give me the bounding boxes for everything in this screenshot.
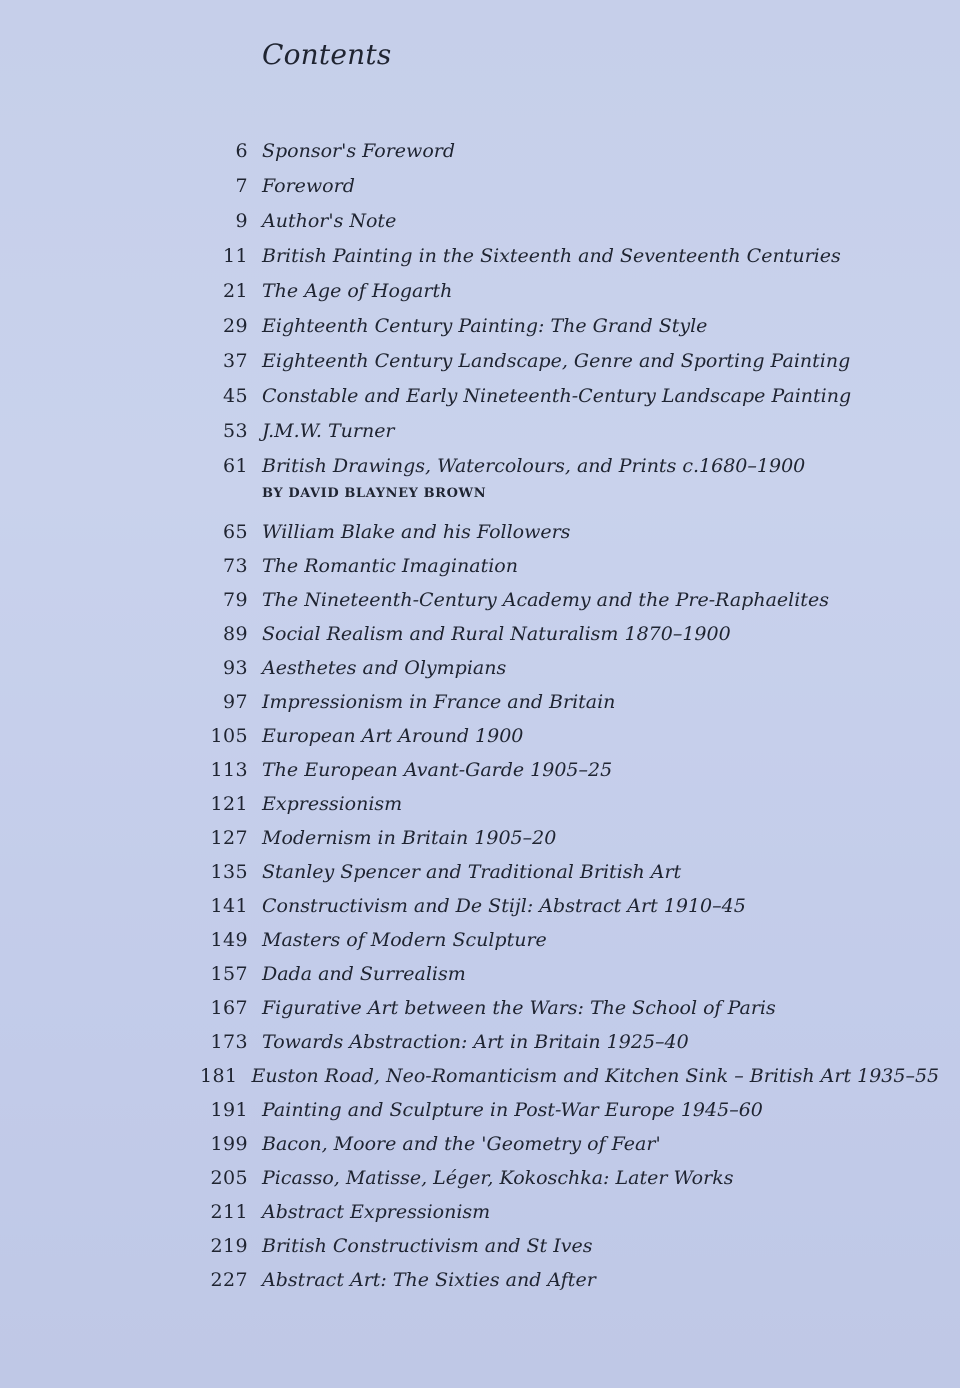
page-number: 105 xyxy=(210,725,248,747)
page-number: 219 xyxy=(210,1235,248,1257)
toc-entry[interactable] xyxy=(200,963,900,993)
toc-entry[interactable] xyxy=(200,280,900,310)
page-number: 121 xyxy=(210,793,248,815)
page-number: 205 xyxy=(210,1167,248,1189)
page-number: 79 xyxy=(223,589,248,611)
toc-entry[interactable] xyxy=(200,1031,900,1061)
toc-entry[interactable] xyxy=(200,929,900,959)
page-number: 45 xyxy=(223,385,248,407)
toc-entry[interactable] xyxy=(200,691,900,721)
page-number: 191 xyxy=(210,1099,248,1121)
entry-title: Towards Abstraction: Art in Britain 1925–40 xyxy=(262,1031,689,1053)
entry-title: Picasso, Matisse, Léger, Kokoschka: Later Works xyxy=(262,1167,734,1189)
page-number: 21 xyxy=(223,280,248,302)
toc-entry[interactable] xyxy=(200,455,900,485)
entry-title: Sponsor's Foreword xyxy=(262,140,455,162)
toc-entry[interactable] xyxy=(200,350,900,380)
page-number: 167 xyxy=(210,997,248,1019)
toc-entry[interactable] xyxy=(200,420,900,450)
page-number: 173 xyxy=(210,1031,248,1053)
page-number: 9 xyxy=(235,210,248,232)
page-number: 127 xyxy=(210,827,248,849)
page-number: 11 xyxy=(223,245,248,267)
page-number: 199 xyxy=(210,1133,248,1155)
page-number: 73 xyxy=(223,555,248,577)
toc-entry[interactable] xyxy=(200,210,900,240)
page-number: 211 xyxy=(210,1201,248,1223)
entry-title: Constructivism and De Stijl: Abstract Art 1910–45 xyxy=(262,895,746,917)
entry-title: Social Realism and Rural Naturalism 1870–1900 xyxy=(262,623,731,645)
entry-title: The Age of Hogarth xyxy=(262,280,453,302)
entry-title: Eighteenth Century Painting: The Grand Style xyxy=(262,315,708,337)
toc-entry[interactable] xyxy=(200,1065,940,1095)
toc-entry[interactable] xyxy=(200,521,900,551)
page-number: 113 xyxy=(210,759,248,781)
entry-title: Eighteenth Century Landscape, Genre and Sporting Painting xyxy=(262,350,851,372)
toc-entry[interactable] xyxy=(200,175,900,205)
entry-title: Euston Road, Neo-Romanticism and Kitchen Sink – British Art 1935–55 xyxy=(251,1065,940,1087)
page-number: 65 xyxy=(223,521,248,543)
entry-title: European Art Around 1900 xyxy=(262,725,524,747)
page-number: 135 xyxy=(210,861,248,883)
entry-title: Painting and Sculpture in Post-War Europe 1945–60 xyxy=(262,1099,763,1121)
page-title: Contents xyxy=(262,38,392,71)
entry-title: Author's Note xyxy=(262,210,397,232)
entry-title: Dada and Surrealism xyxy=(262,963,466,985)
toc-entry[interactable] xyxy=(200,1235,900,1265)
entry-title: The European Avant-Garde 1905–25 xyxy=(262,759,613,781)
toc-entry[interactable] xyxy=(200,385,900,415)
entry-title: William Blake and his Followers xyxy=(262,521,571,543)
entry-title: Foreword xyxy=(262,175,355,197)
toc-entry[interactable] xyxy=(200,623,900,653)
toc-entry[interactable] xyxy=(200,1167,900,1197)
page-number: 7 xyxy=(235,175,248,197)
toc-entry[interactable] xyxy=(200,793,900,823)
entry-title: British Painting in the Sixteenth and Seventeenth Centuries xyxy=(262,245,841,267)
toc-entry[interactable] xyxy=(200,827,900,857)
toc-entry[interactable] xyxy=(200,895,900,925)
toc-entry[interactable] xyxy=(200,589,900,619)
entry-title: Bacon, Moore and the 'Geometry of Fear' xyxy=(262,1133,661,1155)
entry-title: Aesthetes and Olympians xyxy=(262,657,507,679)
entry-title: Modernism in Britain 1905–20 xyxy=(262,827,557,849)
entry-title: Impressionism in France and Britain xyxy=(262,691,616,713)
toc-entry[interactable] xyxy=(200,140,900,170)
entry-byline: BY DAVID BLAYNEY BROWN xyxy=(262,486,487,501)
toc-entry[interactable] xyxy=(200,657,900,687)
page-number: 29 xyxy=(223,315,248,337)
toc-entry[interactable] xyxy=(200,997,900,1027)
entry-title: The Nineteenth-Century Academy and the Pre-Raphaelites xyxy=(262,589,829,611)
toc-entry[interactable] xyxy=(200,555,900,585)
toc-entry[interactable] xyxy=(200,315,900,345)
toc-entry[interactable] xyxy=(200,1099,900,1129)
toc-entry[interactable] xyxy=(200,1269,900,1299)
entry-title: Abstract Expressionism xyxy=(262,1201,491,1223)
entry-title: J.M.W. Turner xyxy=(262,420,395,442)
page-number: 61 xyxy=(223,455,248,477)
entry-title: British Drawings, Watercolours, and Prints c.1680–1900 xyxy=(262,455,806,477)
toc-entry[interactable] xyxy=(200,861,900,891)
toc-entry[interactable] xyxy=(200,1133,900,1163)
page-number: 181 xyxy=(200,1065,238,1087)
toc-entry[interactable] xyxy=(200,1201,900,1231)
toc-entry[interactable] xyxy=(200,725,900,755)
entry-title: Masters of Modern Sculpture xyxy=(262,929,547,951)
page-number: 6 xyxy=(235,140,248,162)
entry-title: Figurative Art between the Wars: The School of Paris xyxy=(262,997,776,1019)
toc-entry[interactable] xyxy=(200,759,900,789)
entry-title: Abstract Art: The Sixties and After xyxy=(262,1269,596,1291)
page-number: 97 xyxy=(223,691,248,713)
page-number: 53 xyxy=(223,420,248,442)
entry-title: The Romantic Imagination xyxy=(262,555,518,577)
page-number: 227 xyxy=(210,1269,248,1291)
entry-title: British Constructivism and St Ives xyxy=(262,1235,593,1257)
page-number: 149 xyxy=(210,929,248,951)
page-number: 93 xyxy=(223,657,248,679)
entry-title: Expressionism xyxy=(262,793,403,815)
page-number: 37 xyxy=(223,350,248,372)
page-number: 157 xyxy=(210,963,248,985)
entry-title: Constable and Early Nineteenth-Century Landscape Painting xyxy=(262,385,852,407)
page-number: 141 xyxy=(210,895,248,917)
entry-title: Stanley Spencer and Traditional British Art xyxy=(262,861,682,883)
toc-entry[interactable] xyxy=(200,245,900,275)
page-number: 89 xyxy=(223,623,248,645)
